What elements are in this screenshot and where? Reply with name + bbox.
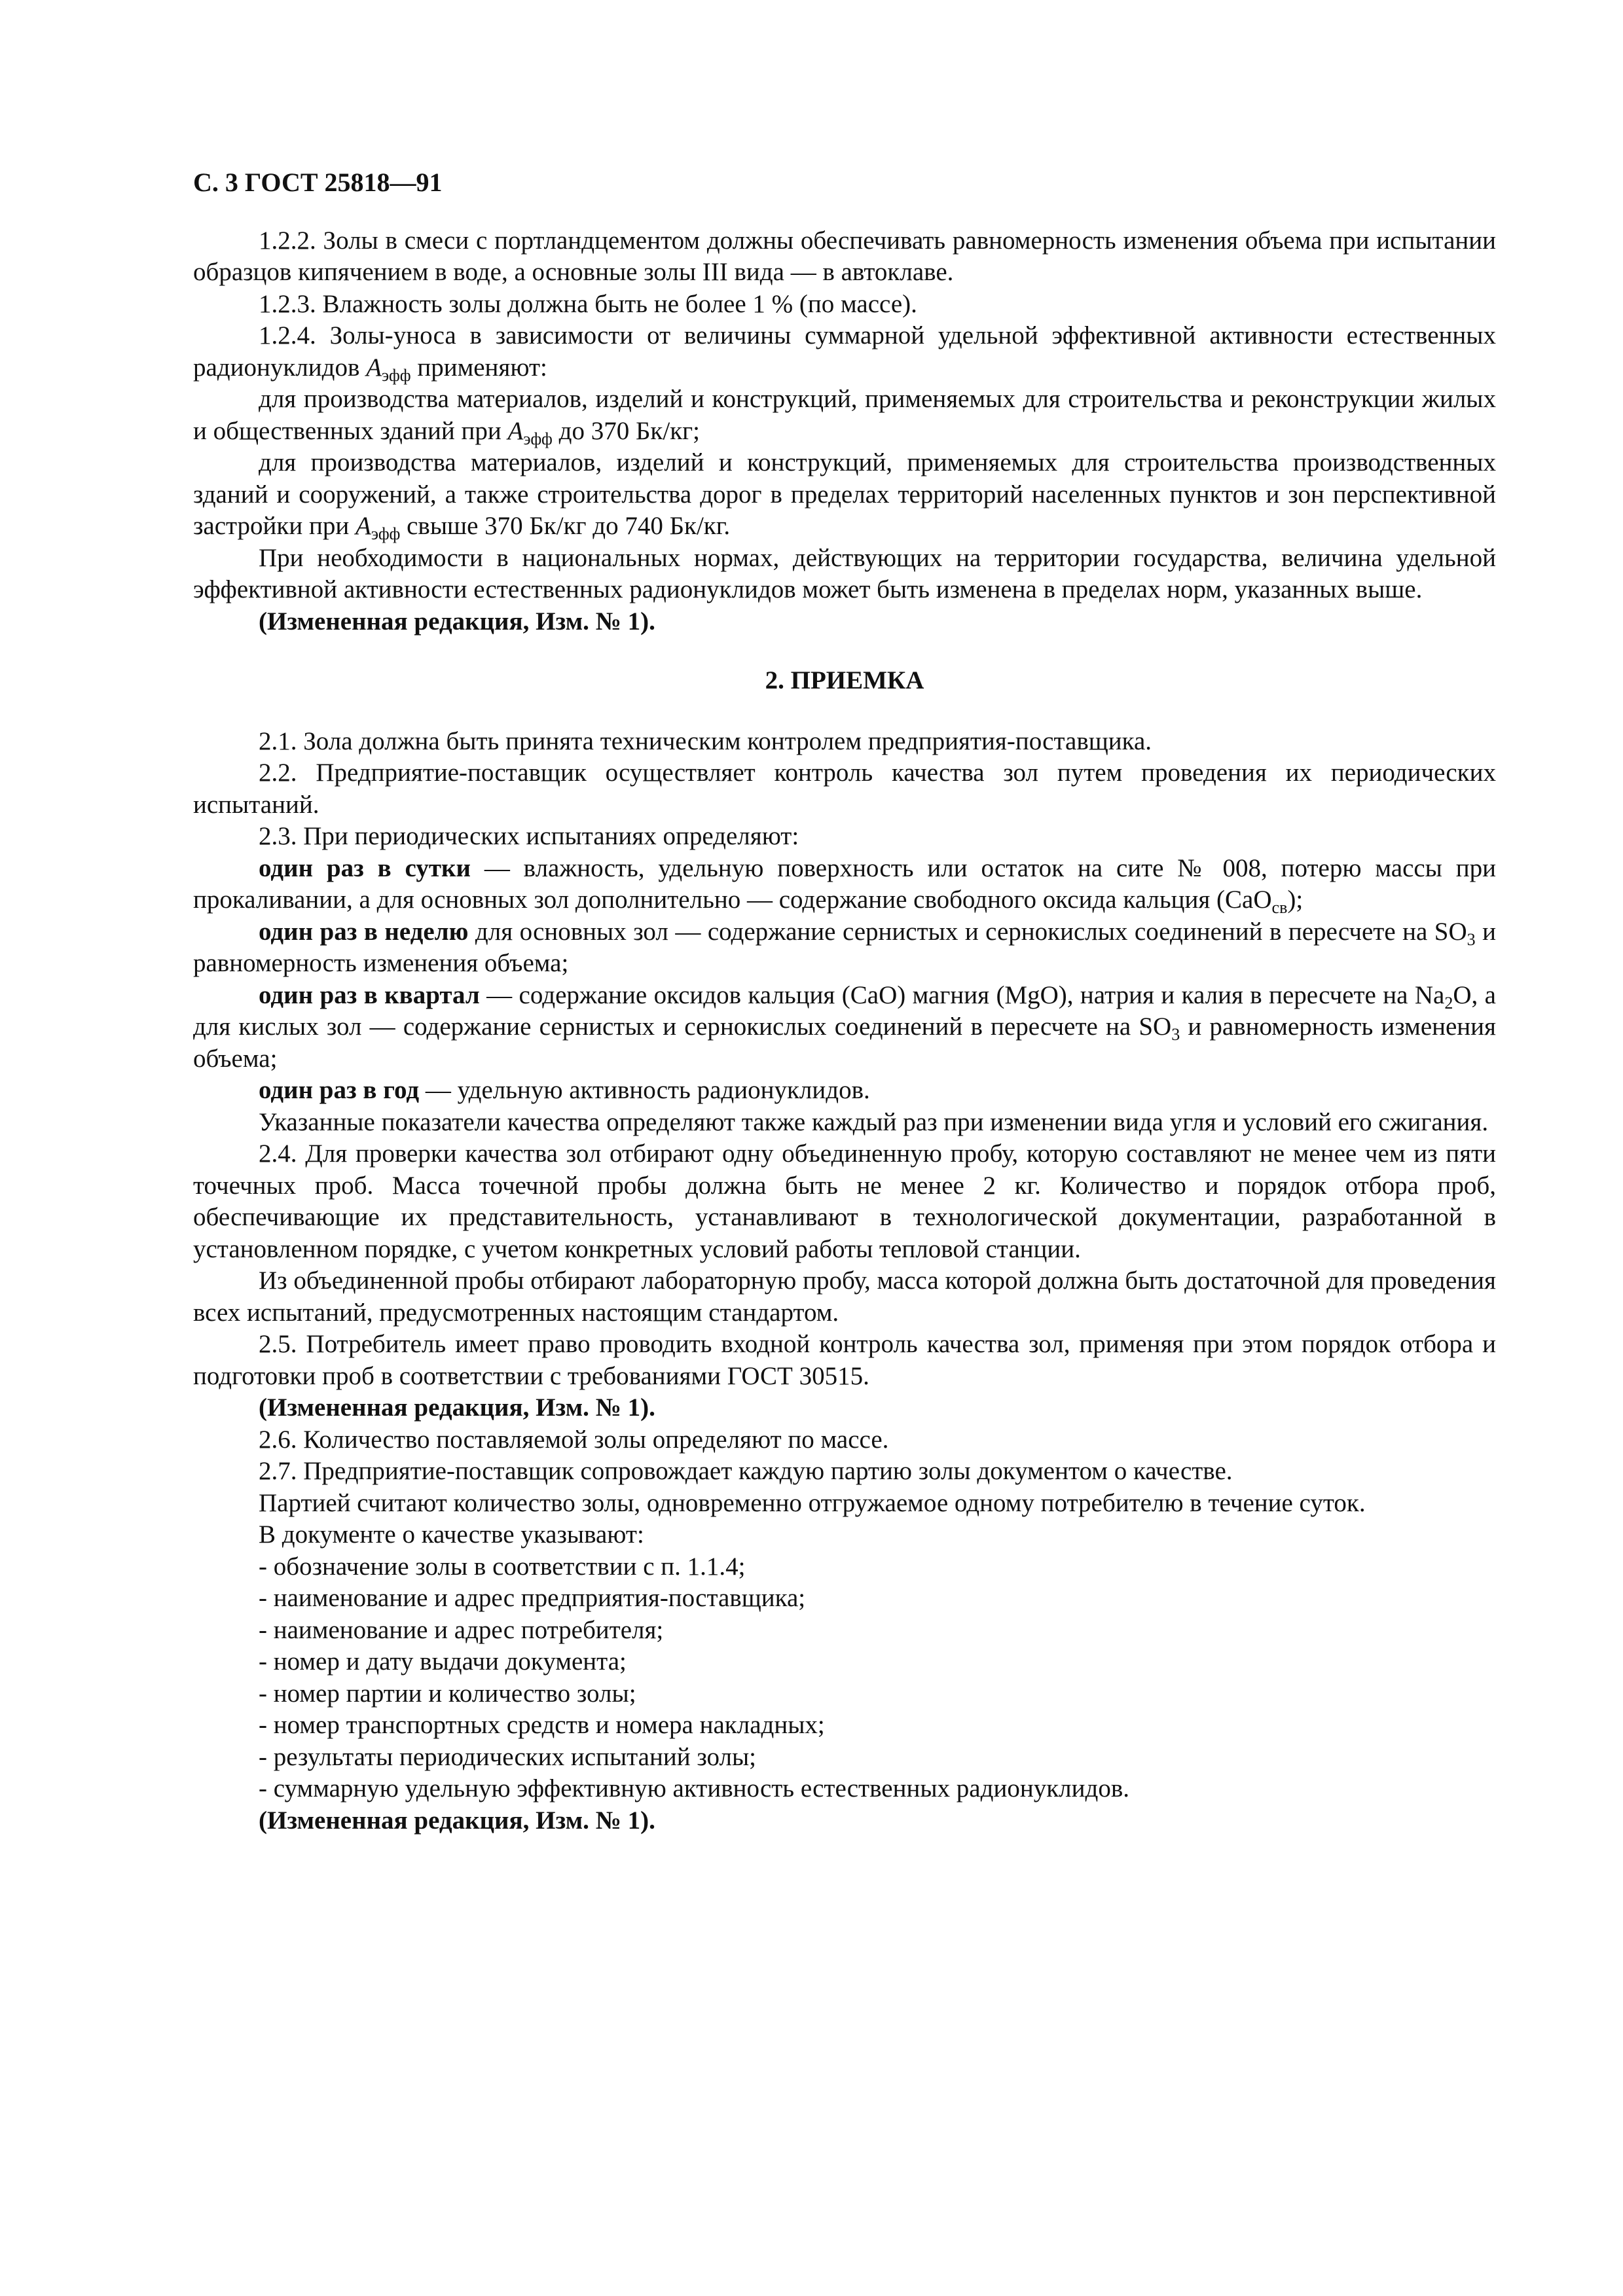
- frequency-daily: [193, 853, 1496, 916]
- amendment-note: (Измененная редакция, Изм. № 1).: [259, 607, 655, 636]
- national-norms: При необходимости в национальных нормах, действующих на территории государства, величина удельной эффективной активности естественных радионуклидов может быть изменена в пределах норм, указанных выше.: [193, 543, 1496, 603]
- list-item: - обозначение золы в соответствии с п. 1.1.4;: [259, 1552, 746, 1581]
- clause-1-2-3: 1.2.3. Влажность золы должна быть не более 1 % (по массе).: [259, 289, 917, 318]
- list-item: - наименование и адрес предприятия-поставщика;: [259, 1584, 806, 1612]
- doc-items-list: [193, 1551, 1496, 1805]
- clause-2-1: 2.1. Зола должна быть принята техническим контролем предприятия-поставщика.: [259, 726, 1152, 755]
- frequency-weekly-label: один раз в неделю: [259, 917, 469, 946]
- frequency-weekly-text-end: и равномерность изменения объема;: [193, 917, 1496, 977]
- frequency-yearly-text: — удельную активность радионуклидов.: [419, 1076, 870, 1104]
- frequency-quarterly-label: один раз в квартал: [259, 980, 480, 1009]
- clause-2-7: 2.7. Предприятие-поставщик сопровождает каждую партию золы документом о качестве.: [259, 1457, 1233, 1485]
- list-item: - номер партии и количество золы;: [259, 1679, 636, 1708]
- frequency-yearly-label: один раз в год: [259, 1076, 420, 1104]
- clause-2-5: 2.5. Потребитель имеет право проводить входной контроль качества зол, применяя при этом порядок отбора и подготовки проб в соответствии с требованиями ГОСТ 30515.: [193, 1330, 1496, 1390]
- a-eff-subscript: эфф: [371, 524, 401, 543]
- a-eff-subscript: эфф: [382, 365, 411, 385]
- list-item: - результаты периодических испытаний золы;: [259, 1742, 757, 1771]
- frequency-daily-label: один раз в сутки: [259, 853, 471, 882]
- page-header: С. 3 ГОСТ 25818—91: [193, 168, 443, 197]
- use-residential-limit: до 370 Бк/кг;: [558, 416, 700, 445]
- subscript: 3: [1467, 929, 1476, 949]
- clause-2-2: 2.2. Предприятие-поставщик осуществляет контроль качества зол путем проведения их периодических испытаний.: [193, 759, 1496, 819]
- frequency-quarterly: [193, 980, 1496, 1075]
- clause-1-2-2: 1.2.2. Золы в смеси с портландцементом должны обеспечивать равномерность изменения объема при испытании образцов кипячением в воде, а основные золы III вида — в автоклаве.: [193, 226, 1496, 286]
- use-residential-text: для производства материалов, изделий и конструкций, применяемых для строительства и реконструкции жилых и общественных зданий при: [193, 385, 1496, 445]
- lab-sample-note: Из объединенной пробы отбирают лабораторную пробу, масса которой должна быть достаточной для проведения всех испытаний, предусмотренных настоящим стандартом.: [193, 1266, 1496, 1327]
- list-item: - номер и дату выдачи документа;: [259, 1647, 627, 1676]
- frequency-quarterly-text: — содержание оксидов кальция (CaO) магния (MgO), натрия и калия в пересчете на Na: [479, 980, 1445, 1009]
- subscript: св: [1271, 898, 1288, 917]
- clause-1-2-4-text-end: применяют:: [417, 353, 547, 382]
- clause-1-2-4-text: 1.2.4. Золы-уноса в зависимости от величины суммарной удельной эффективной активности естественных радионуклидов: [193, 321, 1496, 382]
- indicators-note: Указанные показатели качества определяют также каждый раз при изменении вида угля и условий его сжигания.: [259, 1107, 1489, 1136]
- doc-intro: В документе о качестве указывают:: [259, 1520, 644, 1549]
- frequency-quarterly-text-end: и равномерность изменения объема;: [193, 1013, 1496, 1073]
- clause-1-2-4: [193, 320, 1496, 384]
- frequency-yearly: [193, 1075, 1496, 1107]
- list-item: - номер транспортных средств и номера накладных;: [259, 1711, 825, 1739]
- frequency-quarterly-text-mid: O, а для кислых зол — содержание сернистых и сернокислых соединений в пересчете на SO: [193, 980, 1496, 1041]
- subscript: 2: [1444, 993, 1453, 1013]
- list-item: - суммарную удельную эффективную активность естественных радионуклидов.: [259, 1774, 1129, 1803]
- clause-2-6: 2.6. Количество поставляемой золы определяют по массе.: [259, 1425, 889, 1454]
- frequency-weekly: [193, 916, 1496, 980]
- a-eff-symbol: А: [366, 353, 382, 382]
- frequency-weekly-text: для основных зол — содержание сернистых и сернокислых соединений в пересчете на SO: [468, 917, 1467, 946]
- batch-definition: Партией считают количество золы, одновременно отгружаемое одному потребителю в течение суток.: [259, 1488, 1366, 1517]
- frequency-daily-text-end: );: [1287, 886, 1304, 914]
- clause-2-4: 2.4. Для проверки качества зол отбирают одну объединенную пробу, которую составляют не менее чем из пяти точечных проб. Масса точечной пробы должна быть не менее 2 кг. Количество и порядок отбора проб, обеспечивающие их представительность, устанавливают в технологической документации, разработанной в установленном порядке, с учетом конкретных условий работы тепловой станции.: [193, 1139, 1496, 1263]
- amendment-note: (Измененная редакция, Изм. № 1).: [259, 1393, 655, 1422]
- a-eff-symbol: А: [355, 512, 371, 540]
- section-heading-acceptance: 2. ПРИЕМКА: [765, 666, 924, 694]
- list-item: - наименование и адрес потребителя;: [259, 1615, 664, 1644]
- a-eff-symbol: А: [507, 416, 524, 445]
- frequency-daily-text: — влажность, удельную поверхность или остаток на сите № 008, потерю массы при прокаливании, а для основных зол дополнительно — содержание свободного оксида кальция (CaO: [193, 853, 1496, 914]
- use-industrial-limit: свыше 370 Бк/кг до 740 Бк/кг.: [407, 512, 731, 540]
- use-industrial: [193, 447, 1496, 543]
- a-eff-subscript: эфф: [523, 429, 553, 448]
- clause-2-3: 2.3. При периодических испытаниях определяют:: [259, 822, 799, 850]
- subscript: 3: [1171, 1025, 1180, 1044]
- amendment-note: (Измененная редакция, Изм. № 1).: [259, 1806, 655, 1835]
- document-page: [193, 167, 1496, 1837]
- use-industrial-text: для производства материалов, изделий и конструкций, применяемых для строительства производственных зданий и сооружений, а также строительства дорог в пределах территорий населенных пунктов и зон перспективной застройки при: [193, 448, 1496, 540]
- use-residential: [193, 384, 1496, 447]
